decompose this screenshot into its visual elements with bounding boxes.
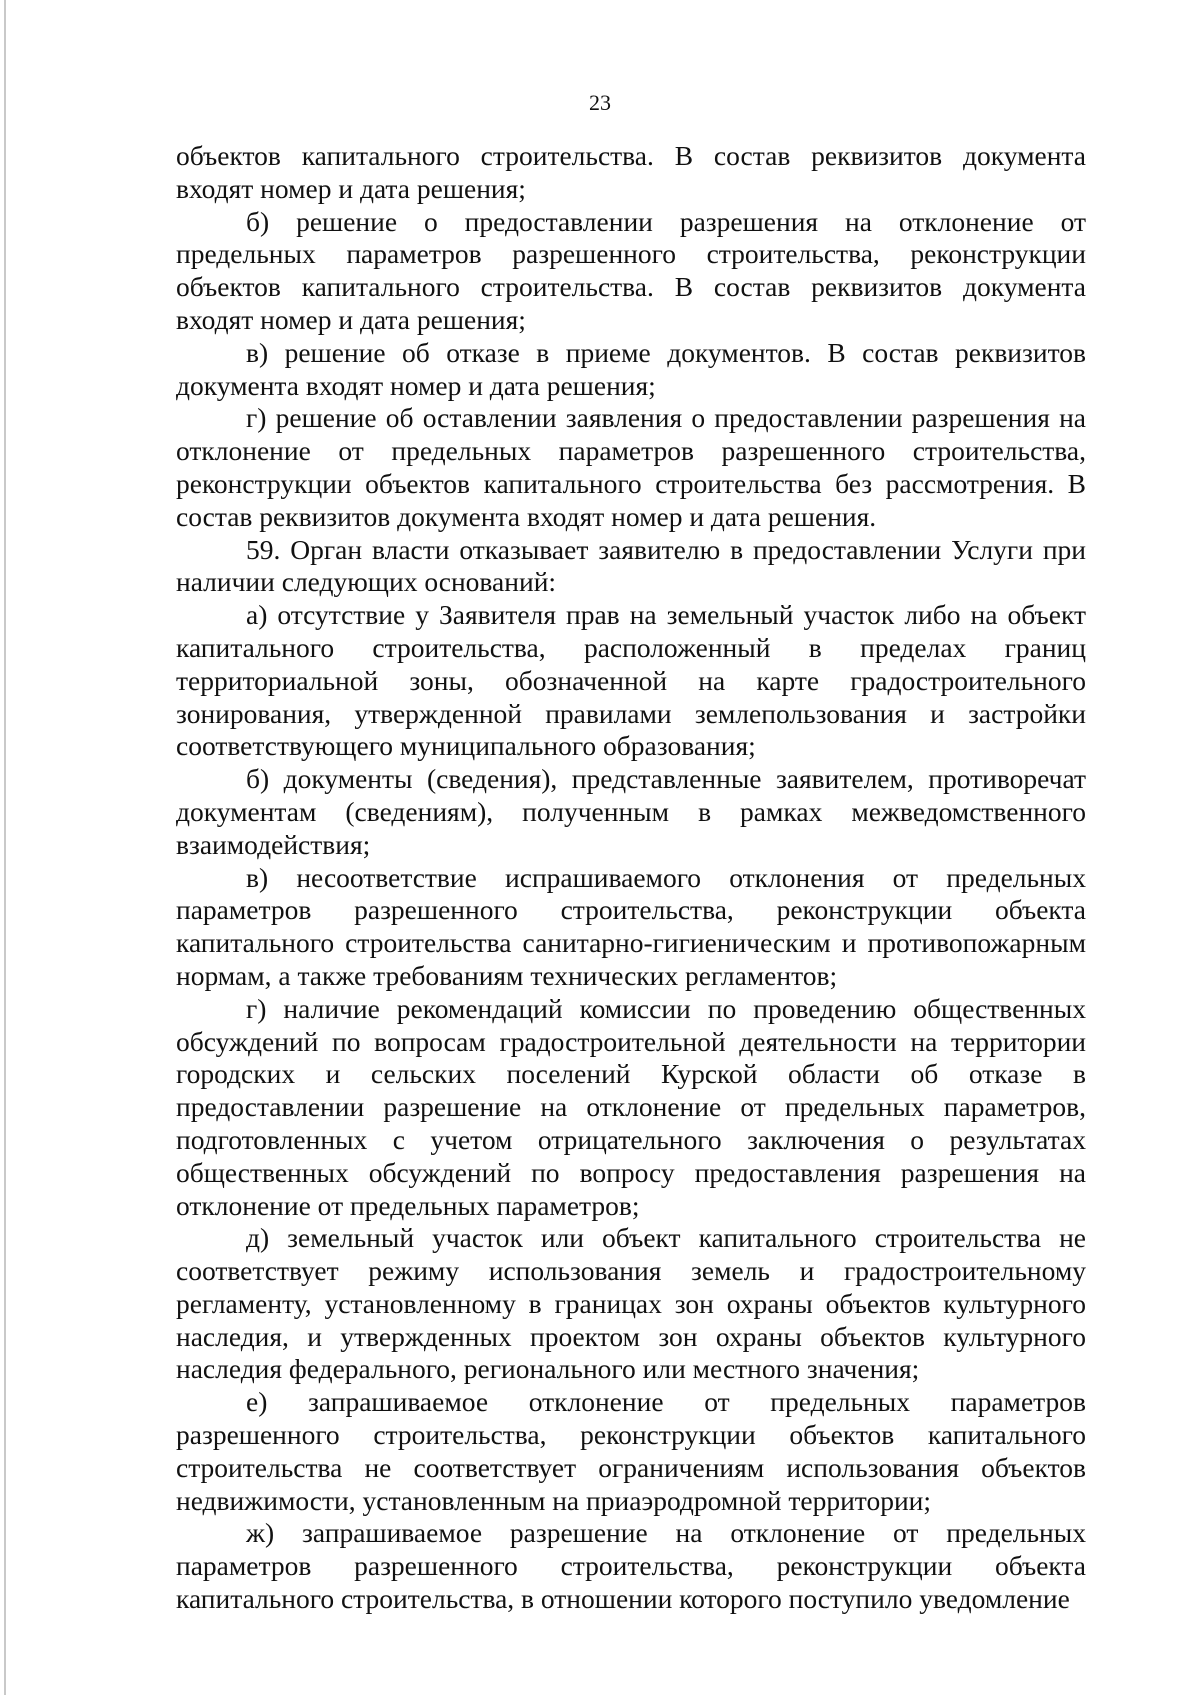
paragraph-ground-a: а) отсутствие у Заявителя прав на земельный участок либо на объект капитального строительства, расположенный в пределах границ территориальной зоны, обозначенной на карте градостроительного зонирования, утвержденной правилами землепользования и застройки соответствующего муниципального образования; [176, 599, 1086, 762]
paragraph-ground-b: б) документы (сведения), представленные заявителем, противоречат документам (сведениям), полученным в рамках межведомственного взаимодействия; [176, 763, 1086, 860]
paragraph-clause-59: 59. Орган власти отказывает заявителю в предоставлении Услуги при наличии следующих оснований: [176, 533, 1086, 598]
paragraph-item-g: г) решение об оставлении заявления о предоставлении разрешения на отклонение от предельных параметров разрешенного строительства, реконструкции объектов капитального строительства без рассмотрения. В состав реквизитов документа входят номер и дата решения. [176, 402, 1086, 532]
paragraph-continuation: объектов капитального строительства. В состав реквизитов документа входят номер и дата решения; [176, 140, 1086, 204]
paragraph-ground-v: в) несоответствие испрашиваемого отклонения от предельных параметров разрешенного строительства, реконструкции объекта капитального строительства санитарно-гигиеническим и противопожарным нормам, а также требованиям технических регламентов; [176, 861, 1086, 991]
paragraph-ground-e: е) запрашиваемое отклонение от предельных параметров разрешенного строительства, реконструкции объектов капитального строительства не соответствует ограничениям использования объектов недвижимости, установленным на приаэродромной территории; [176, 1386, 1086, 1516]
paragraph-item-b: б) решение о предоставлении разрешения на отклонение от предельных параметров разрешенного строительства, реконструкции объектов капитального строительства. В состав реквизитов документа входят номер и дата решения; [176, 205, 1086, 335]
document-body [176, 140, 1086, 1616]
page-number: 23 [589, 90, 611, 115]
scan-edge-line [4, 0, 6, 1695]
paragraph-ground-g: г) наличие рекомендаций комиссии по проведению общественных обсуждений по вопросам градостроительной деятельности на территории городских и сельских поселений Курской области об отказе в предоставлении разрешение на отклонение от предельных параметров, подготовленных с учетом отрицательного заключения о результатах общественных обсуждений по вопросу предоставления разрешения на отклонение от предельных параметров; [176, 992, 1086, 1221]
paragraph-ground-d: д) земельный участок или объект капитального строительства не соответствует режиму использования земель и градостроительному регламенту, установленному в границах зон охраны объектов культурного наследия, и утвержденных проектом зон охраны объектов культурного наследия федерального, регионального или местного значения; [176, 1222, 1086, 1385]
paragraph-item-v: в) решение об отказе в приеме документов. В состав реквизитов документа входят номер и дата решения; [176, 336, 1086, 401]
paragraph-ground-zh: ж) запрашиваемое разрешение на отклонение от предельных параметров разрешенного строительства, реконструкции объекта капитального строительства, в отношении которого поступило уведомление [176, 1517, 1086, 1615]
